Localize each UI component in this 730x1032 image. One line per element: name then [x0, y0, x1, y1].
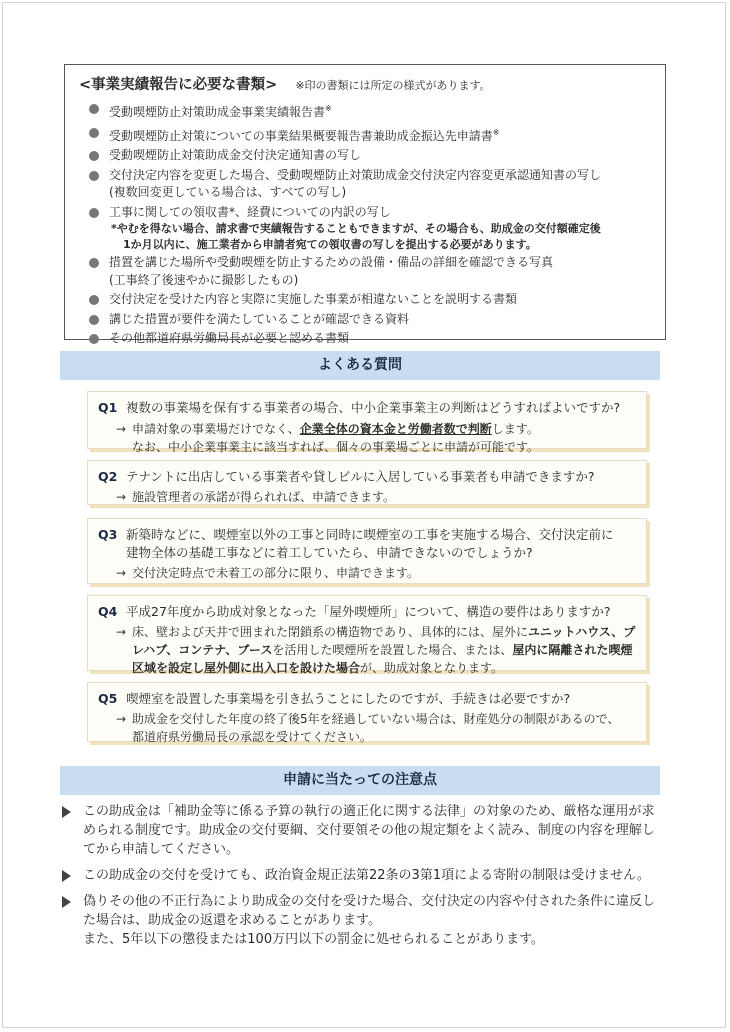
bullet-icon [89, 104, 99, 114]
arrow-icon: → [116, 625, 127, 639]
answer-part: が、助成対象となります。 [360, 661, 504, 675]
document-item [77, 311, 653, 329]
document-text: 受動喫煙防止対策助成金事業実績報告書 [109, 105, 326, 119]
answer-part: を活用した喫煙所を設置した場合、または、 [272, 643, 513, 657]
bullet-icon [89, 258, 99, 268]
bullet-icon [89, 128, 99, 138]
bullet-icon [89, 315, 99, 325]
answer-line: 都道府県労働局長の承認を受けてください。 [132, 730, 373, 744]
answer-part: 床、壁および天井で囲まれた閉鎖系の構造物であり、具体的には、屋外に [132, 625, 529, 639]
question-number: Q4 [98, 604, 118, 619]
question-number: Q5 [98, 691, 118, 706]
answer-text: 交付決定時点で未着工の部分に限り、申請できます。 [132, 566, 420, 580]
required-documents-title: <事業実績報告に必要な書類> [79, 77, 278, 93]
note-line: 偽りその他の不正行為により助成金の交付を受けた場合、交付決定の内容や付された条件に違反した場合は、助成金の返還を求めることがあります。 [83, 894, 656, 928]
notes-list [60, 802, 660, 956]
answer-emphasis: ユニットハウス、 [528, 625, 624, 639]
question-line: 建物全体の基礎工事などに着工していたら、申請できないのでしょうか? [126, 545, 533, 560]
question-text: 喫煙室を設置した事業場を引き払うことにしたのですが、手続きは必要ですか? [126, 691, 571, 706]
document-item [77, 100, 653, 122]
form-mark: ※ [492, 127, 500, 137]
question-line: 新築時などに、喫煙室以外の工事と同時に喫煙室の工事を実施する場合、交付決定前に [126, 527, 614, 542]
form-mark: ※ [325, 104, 332, 113]
faq-card-q5 [87, 682, 647, 742]
faq-section-title: よくある質問 [60, 351, 660, 380]
question-text: テナントに出店している事業者や貸しビルに入居している事業者も申請できますか? [126, 469, 595, 484]
question-text: 複数の事業場を保有する事業者の場合、中小企業事業主の判断はどうすればよいですか? [126, 400, 621, 415]
answer-line: 助成金を交付した年度の終了後5年を経過していない場合は、財産処分の制限があるので、 [132, 712, 620, 726]
answer-text [132, 623, 636, 677]
question-text: 平成27年度から助成対象となった「屋外喫煙所」について、構造の要件はありますか? [126, 604, 611, 619]
note-text: この助成金の交付を受けても、政治資金規正法第22条の3第1項による寄附の制限は受けません。 [83, 868, 650, 883]
note-text: この助成金は「補助金等に係る予算の執行の適正化に関する法律」の対象のため、厳格な運用が求められる制度です。助成金の交付要綱、交付要領その他の規定類をよく読み、制度の内容を理解してから申請してください。 [83, 804, 655, 857]
note-item [60, 802, 660, 859]
triangle-bullet-icon [62, 870, 71, 882]
document-text: 工事に関しての領収書*、経費についての内訳の写し [109, 204, 391, 219]
answer-part: 申請対象の事業場だけでなく、 [132, 422, 300, 436]
document-item [77, 330, 653, 348]
document-item [77, 254, 653, 289]
faq-card-q4 [87, 595, 647, 675]
answer-part: します。 [491, 422, 539, 436]
note-line: また、5年以下の懲役または100万円以下の罰金に処せられることがあります。 [83, 932, 545, 947]
document-text: 措置を講じた場所や受動喫煙を防止するための設備・備品の詳細を確認できる写真 [109, 255, 554, 269]
answer-emphasis: 企業全体の資本金と労働者数で判断 [299, 422, 492, 436]
question-text [126, 526, 636, 562]
required-documents-box [64, 64, 666, 345]
note-item [60, 866, 660, 885]
faq-card-q2 [87, 460, 647, 505]
bullet-icon [89, 334, 99, 344]
receipt-note-line2: 1か月以内に、施工業者から申請者宛ての領収書の写しを提出する必要があります。 [123, 237, 537, 251]
notes-section-title: 申請に当たっての注意点 [60, 766, 660, 795]
answer-emphasis: プレハブ、コンテナ、ブース [132, 625, 636, 657]
required-documents-header [77, 73, 653, 94]
answer-line: なお、中小企業事業主に該当すれば、個々の事業場ごとに申請が可能です。 [132, 440, 540, 454]
document-item [77, 147, 653, 165]
bullet-icon [89, 151, 99, 161]
document-text: 講じた措置が要件を満たしていることが確認できる資料 [109, 311, 410, 326]
note-text [83, 892, 660, 949]
bullet-icon [89, 171, 99, 181]
question-number: Q1 [98, 400, 118, 415]
document-text: 交付決定内容を変更した場合、受動喫煙防止対策助成金交付決定内容変更承認通知書の写し [109, 167, 602, 182]
document-item [77, 167, 653, 202]
question-number: Q3 [98, 527, 118, 542]
document-item [77, 124, 653, 146]
question-number: Q2 [98, 469, 118, 484]
answer-text: 施設管理者の承諾が得られれば、申請できます。 [132, 490, 396, 504]
document-text: その他都道府県労働局長が必要と認める書類 [109, 331, 350, 345]
document-item [77, 291, 653, 309]
document-list [77, 100, 653, 348]
triangle-bullet-icon [62, 896, 71, 908]
bullet-icon [89, 208, 99, 218]
faq-card-q1 [87, 391, 647, 454]
answer-emphasis: 屋内に隔離された [512, 643, 609, 657]
note-item [60, 892, 660, 949]
form-note: ※印の書類には所定の様式があります。 [295, 79, 491, 92]
document-text: 受動喫煙防止対策についての事業結果概要報告書兼助成金振込先申請書 [109, 128, 493, 143]
bullet-icon [89, 295, 99, 305]
document-item [77, 204, 653, 253]
document-text: 受動喫煙防止対策助成金交付決定通知書の写し [109, 148, 362, 162]
document-subtext: (工事終了後速やかに撮影したもの) [109, 272, 299, 287]
document-subtext: (複数回変更している場合は、すべての写し) [109, 185, 347, 199]
answer-text [132, 710, 636, 746]
arrow-icon: → [116, 422, 127, 436]
document-text: 交付決定を受けた内容と実際に実施した事業が相違ないことを説明する書類 [109, 292, 518, 306]
faq-card-q3 [87, 518, 647, 584]
triangle-bullet-icon [62, 806, 71, 818]
arrow-icon: → [116, 712, 127, 726]
answer-text [132, 420, 636, 456]
arrow-icon: → [116, 490, 127, 504]
arrow-icon: → [116, 566, 127, 580]
answer-emphasis: 喫煙区域を設定し屋外側に出入口を設けた場合 [132, 643, 633, 675]
receipt-note-line1: *やむを得ない場合、請求書で実績報告することもできますが、その場合も、助成金の交付額確定後 [111, 222, 601, 235]
